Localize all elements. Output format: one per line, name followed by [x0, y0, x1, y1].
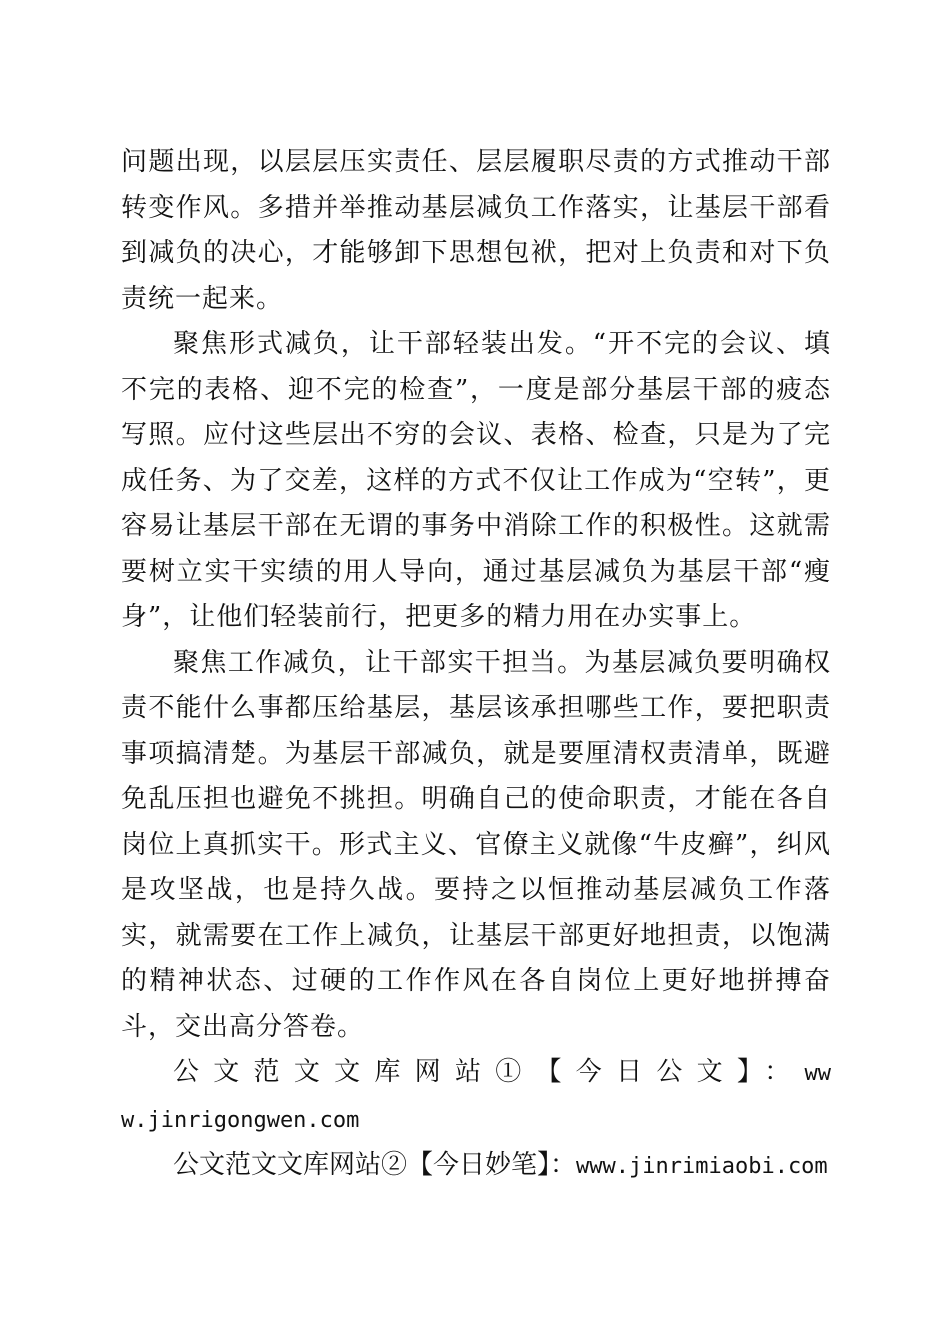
- site-link-2-label: 公文范文文库网站②【今日妙笔】：: [173, 1150, 577, 1180]
- paragraph-3: 聚焦工作减负，让干部实干担当。为基层减负要明确权责不能什么事都压给基层，基层该承担哪些工作，要把职责事项搞清楚。为基层干部减负，就是要厘清权责清单，既避免乱压担也避免不挑担。明确自己的使命职责，才能在各自岗位上真抓实干。形式主义、官僚主义就像“牛皮癣”，纠风是攻坚战，也是持久战。要持之以恒推动基层减负工作落实，就需要在工作上减负，让基层干部更好地担责，以饱满的精神状态、过硬的工作作风在各自岗位上更好地拼搏奋斗，交出高分答卷。: [121, 647, 831, 1042]
- paragraph-1: 问题出现，以层层压实责任、层层履职尽责的方式推动干部转变作风。多措并举推动基层减负工作落实，让基层干部看到减负的决心，才能够卸下思想包袱，把对上负责和对下负责统一起来。: [121, 147, 831, 314]
- paragraph-2: 聚焦形式减负，让干部轻装出发。“开不完的会议、填不完的表格、迎不完的检查”，一度是部分基层干部的疲态写照。应付这些层出不穷的会议、表格、检查，只是为了完成任务、为了交差，这样的方式不仅让工作成为“空转”，更容易让基层干部在无谓的事务中消除工作的积极性。这就需要树立实干实绩的用人导向，通过基层减负为基层干部“瘦身”，让他们轻装前行，把更多的精力用在办实事上。: [121, 329, 831, 632]
- site-link-1-url[interactable]: www.jinrigongwen.com: [121, 1061, 831, 1133]
- site-link-2: [121, 1143, 831, 1190]
- site-link-2-url[interactable]: www.jinrimiaobi.com: [576, 1154, 828, 1179]
- document-body: [121, 140, 831, 1190]
- site-link-1-label: 公文范文文库网站①【今日公文】：: [173, 1057, 805, 1087]
- site-link-1: [121, 1050, 831, 1143]
